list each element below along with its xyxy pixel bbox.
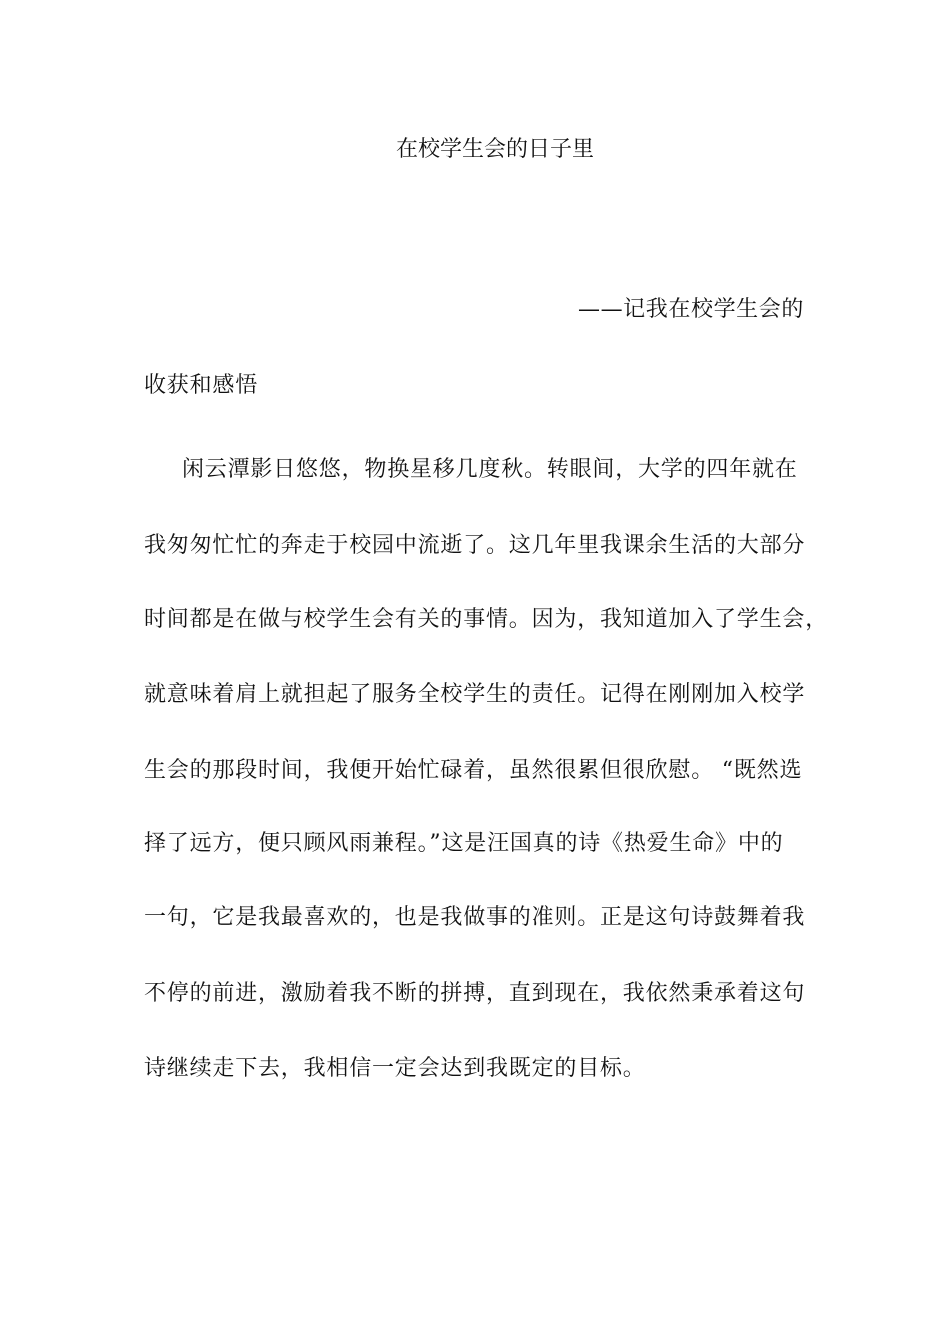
paragraph-line-4: 就意味着肩上就担起了服务全校学生的责任。记得在刚刚加入校学 (144, 682, 806, 707)
paragraph-line-6: 择了远方，便只顾风雨兼程。”这是汪国真的诗《热爱生命》中的 (144, 831, 784, 856)
paragraph-line-1: 闲云潭影日悠悠，物换星移几度秋。转眼间，大学的四年就在 (182, 457, 798, 482)
paragraph-line-2: 我匆匆忙忙的奔走于校园中流逝了。这几年里我课余生活的大部分 (144, 533, 806, 558)
paragraph-line-7: 一句，它是我最喜欢的，也是我做事的准则。正是这句诗鼓舞着我 (144, 905, 806, 930)
document-subtitle-line-2: 收获和感悟 (144, 373, 259, 398)
paragraph-line-3: 时间都是在做与校学生会有关的事情。因为，我知道加入了学生会， (144, 607, 829, 632)
paragraph-line-5: 生会的那段时间，我便开始忙碌着，虽然很累但很欣慰。 “既然选 (144, 758, 803, 783)
document-subtitle-line-1: ——记我在校学生会的 (577, 297, 804, 322)
document-title: 在校学生会的日子里 (395, 137, 594, 162)
paragraph-line-8: 不停的前进，激励着我不断的拼搏，直到现在，我依然秉承着这句 (144, 981, 806, 1006)
paragraph-line-9: 诗继续走下去，我相信一定会达到我既定的目标。 (144, 1056, 646, 1081)
